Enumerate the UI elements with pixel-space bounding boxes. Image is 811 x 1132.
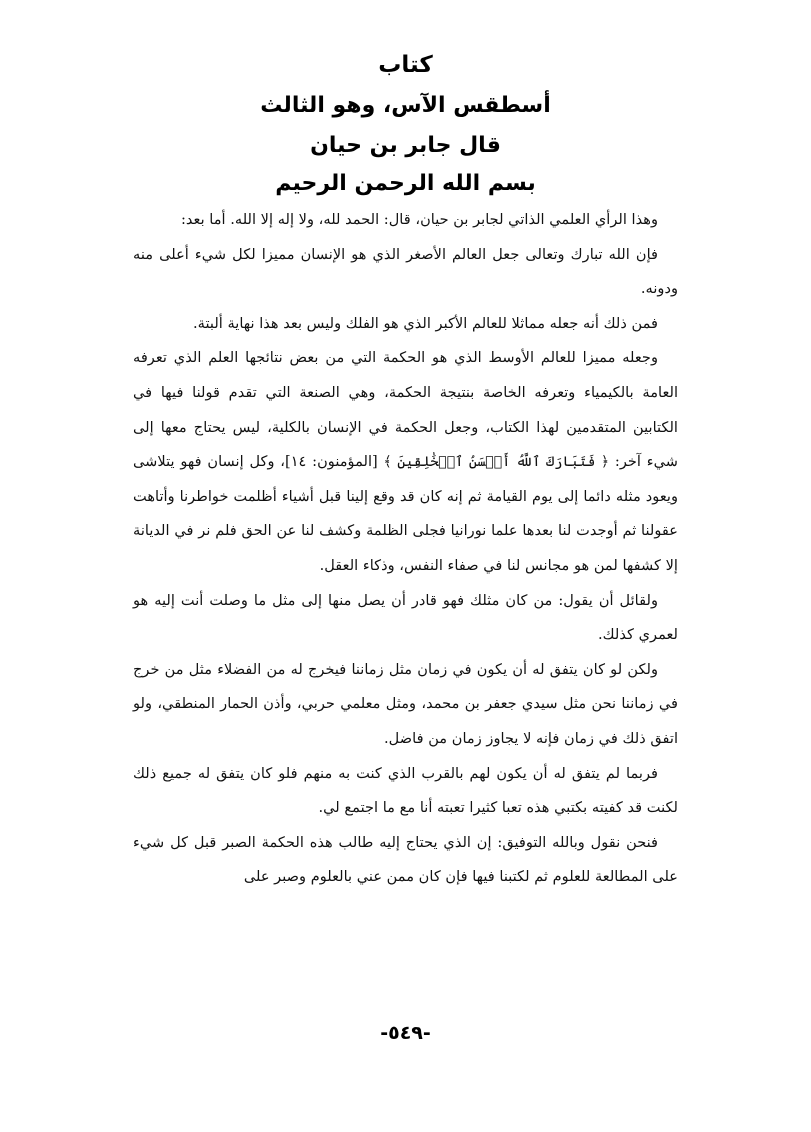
paragraph: فربما لم يتفق له أن يكون لهم بالقرب الذي كنت به منهم فلو كان يتفق له جميع ذلك لكنت قد كفيته بكتبي هذه تعبا كثيرا تعبته أنا مع ما اجتمع لي. bbox=[133, 764, 678, 817]
attribution-heading: قال جابر بن حيان bbox=[310, 133, 501, 158]
paragraph: وهذا الرأي العلمي الذاتي لجابر بن حيان، قال: الحمد لله، ولا إله إلا الله. أما بعد: bbox=[180, 211, 658, 228]
paragraph: فإن الله تبارك وتعالى جعل العالم الأصغر الذي هو الإنسان مميزا لكل شيء أعلى منه ودونه. bbox=[133, 245, 678, 298]
paragraph-with-verse bbox=[133, 341, 678, 583]
paragraph: ولكن لو كان يتفق له أن يكون في زمان مثل زماننا فيخرج له من الفضلاء مثل من خرج في زماننا نحن مثل سيدي جعفر بن محمد، ومثل معلمي حربي، وأذن الحمار المنطقي، ولو اتفق ذلك في زمان فإنه لا يجاوز زمان من فاضل. bbox=[133, 660, 678, 747]
body-text bbox=[133, 203, 678, 895]
quran-verse: ﴿ فَتَبَارَكَ ٱللَّهُ أَحۡسَنُ ٱلۡخَٰلِقِينَ ﴾ bbox=[383, 454, 610, 471]
quran-reference: [المؤمنون: ١٤] bbox=[284, 453, 378, 471]
paragraph: فمن ذلك أنه جعله مماثلا للعالم الأكبر الذي هو الفلك وليس بعد هذا نهاية ألبتة. bbox=[193, 314, 658, 332]
book-label: كتاب bbox=[378, 52, 433, 78]
paragraph: فنحن نقول وبالله التوفيق: إن الذي يحتاج إليه طالب هذه الحكمة الصبر قبل كل شيء على المطالعة للعلوم ثم لكتبنا فيها فإن كان ممن عني بالعلوم وصبر على bbox=[133, 833, 678, 886]
chapter-title: أسطقس الآس، وهو الثالث bbox=[260, 93, 551, 118]
paragraph: ولقائل أن يقول: من كان مثلك فهو قادر أن يصل منها إلى مثل ما وصلت أنت إليه هو لعمري كذلك. bbox=[133, 591, 678, 644]
page-number: -٥٤٩- bbox=[380, 1022, 431, 1044]
paragraph-text: وجعله مميزا للعالم الأوسط الذي هو الحكمة التي من بعض نتائجها العلم الذي تعرفه العامة بالكيمياء وتعرفه الخاصة بنتيجة الحكمة، وهي الصنعة التي تقدم قولنا فيها في الكتابين المتقدمين لهذا الكتاب، وجعل الحكمة في الإنسان بالكلية، ليس يحتاج معها إلى شيء آخر: bbox=[133, 349, 678, 471]
basmala-heading: بسم الله الرحمن الرحيم bbox=[275, 171, 536, 196]
paragraph-text-end: ، وكل إنسان فهو يتلاشى ويعود مثله دائما إلى يوم القيامة ثم إنه كان قد وقع إلينا قبل أشياء أظلمت خواطرنا وأتاهت عقولنا ثم أوجدت لنا بعدها علما نورانيا فجلى الظلمة وكشف لنا عن الحق فلم نر في الديانة إلا كشفها لمن هو مجانس لنا في صفاء النفس، وذكاء العقل. bbox=[133, 453, 678, 574]
